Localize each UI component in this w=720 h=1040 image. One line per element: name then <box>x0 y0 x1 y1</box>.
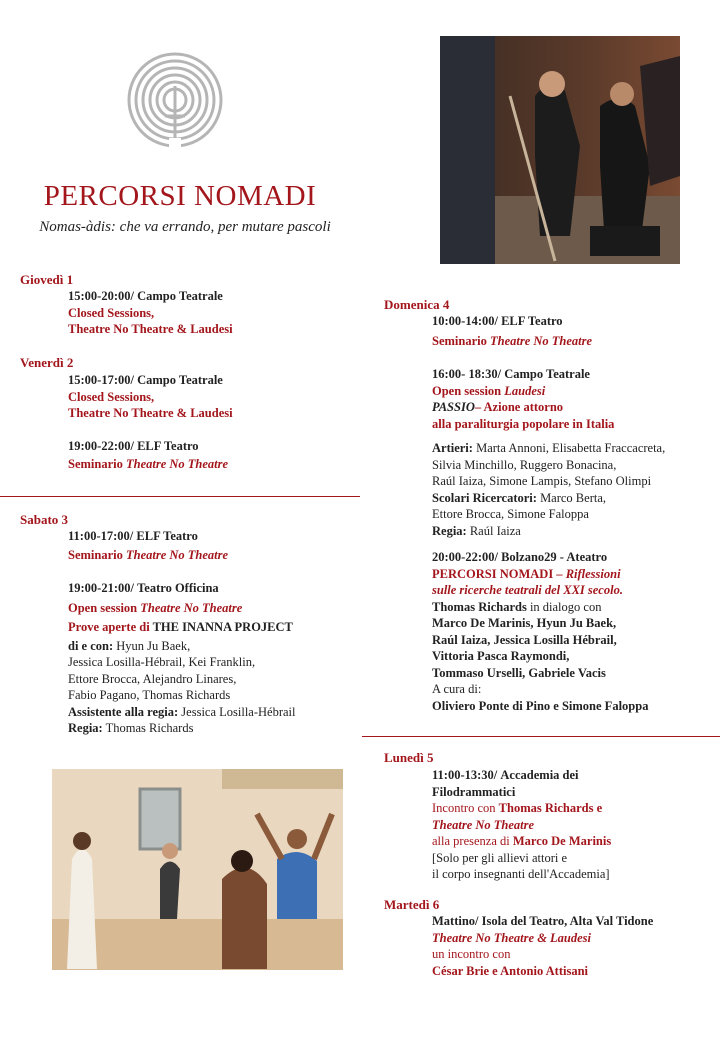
dialog-text: in dialogo con <box>526 599 602 614</box>
day-martedi: Martedì 6 <box>384 897 440 912</box>
cast-line: Fabio Pagano, Thomas Richards <box>68 688 231 702</box>
event-line: Prove aperte di <box>68 620 153 634</box>
speakers-line: César Brie e Antonio Attisani <box>432 963 589 978</box>
speakers-line: Raúl Iaiza, Jessica Losilla Hébrail, <box>432 632 617 647</box>
passio-line: alla paraliturgia popolare in Italia <box>432 416 615 431</box>
speakers-line: Vittoria Pasca Raymondi, <box>432 649 570 663</box>
speaker-name: Marco De Marinis <box>512 834 612 848</box>
event-line: alla presenza di <box>432 834 513 848</box>
event-giovedi <box>68 288 233 338</box>
event-line-italic: Theatre No Theatre & Laudesi <box>432 930 592 945</box>
event-line: Incontro con <box>432 801 499 815</box>
day-giovedi: Giovedì 1 <box>20 272 74 287</box>
event-place: Accademia dei <box>500 768 579 782</box>
event-time: 11:00-17:00/ <box>68 529 134 543</box>
event-domenica <box>432 313 665 714</box>
artieri-label: Artieri: <box>432 441 473 455</box>
labyrinth-logo <box>125 50 225 150</box>
event-lunedi <box>432 767 611 883</box>
event-place: Bolzano29 - Ateatro <box>501 550 608 564</box>
scolari-line: Ettore Brocca, Simone Faloppa <box>432 507 589 521</box>
event-line: Seminario <box>68 547 126 562</box>
event-line: Seminario <box>432 333 490 348</box>
page-title: PERCORSI NOMADI <box>43 180 317 212</box>
event-time: 15:00-20:00/ <box>68 289 134 303</box>
regia-name: Thomas Richards <box>102 721 194 735</box>
event-venerdi <box>68 372 233 473</box>
performance-photo-top <box>440 36 680 264</box>
speakers-line: Marco De Marinis, Hyun Ju Baek, <box>432 616 617 630</box>
day-domenica: Domenica 4 <box>384 297 450 312</box>
event-line-italic: Theatre No Theatre <box>140 600 243 615</box>
cast-label: di e con: <box>68 638 114 653</box>
event-line: Closed Sessions, <box>68 389 155 404</box>
event-time: 15:00-17:00/ <box>68 373 134 387</box>
event-time: 10:00-14:00/ <box>432 314 498 328</box>
divider <box>362 736 720 737</box>
project-name: THE INANNA PROJECT <box>152 620 293 634</box>
event-line: Open session <box>432 383 505 398</box>
event-sabato <box>68 528 296 737</box>
event-place: Campo Teatrale <box>137 289 223 303</box>
cura-names: Oliviero Ponte di Pino e Simone Faloppa <box>432 698 649 713</box>
event-line: un incontro con <box>432 947 511 961</box>
event-place: Campo Teatrale <box>137 373 223 387</box>
event-place: Isola del Teatro, Alta Val Tidone <box>478 914 654 928</box>
artieri-line: Raúl Iaiza, Simone Lampis, Stefano Olimpi <box>432 474 652 488</box>
event-place: Campo Teatrale <box>504 367 590 381</box>
rehearsal-photo-bottom <box>52 769 343 970</box>
event-place: ELF Teatro <box>501 314 563 328</box>
note-line: il corpo insegnanti dell'Accademia] <box>432 867 610 881</box>
assist-label: Assistente alla regia: <box>68 704 179 719</box>
scolari-label: Scolari Ricercatori: <box>432 490 537 505</box>
day-sabato: Sabato 3 <box>20 512 69 527</box>
event-place: ELF Teatro <box>136 529 198 543</box>
event-line-italic: Laudesi <box>504 383 546 398</box>
speaker-name: Thomas Richards e <box>498 801 603 815</box>
regia-label: Regia: <box>68 721 103 735</box>
event-line: Open session <box>68 600 141 615</box>
event-time: 16:00- 18:30/ <box>432 367 502 381</box>
divider <box>0 496 360 497</box>
event-line: Closed Sessions, <box>68 305 155 320</box>
event-time: 11:00-13:30/ <box>432 768 498 782</box>
event-line-italic: Theatre No Theatre <box>489 333 593 348</box>
event-line-italic: Theatre No Theatre <box>432 817 535 832</box>
passio-title: PASSIO <box>432 400 475 414</box>
assist-name: Jessica Losilla-Hébrail <box>178 704 296 719</box>
event-line-italic: – Riflessioni <box>553 566 621 581</box>
speakers-line: Tommaso Urselli, Gabriele Vacis <box>432 665 606 680</box>
artieri-line: Marta Annoni, Elisabetta Fraccacreta, <box>472 441 666 455</box>
note-line: [Solo per gli allievi attori e <box>432 850 568 865</box>
passio-line: – Azione attorno <box>474 400 564 414</box>
page-subtitle: Nomas-àdis: che va errando, per mutare pascoli <box>39 219 331 235</box>
cura-label: A cura di: <box>432 682 482 696</box>
event-line-italic: sulle ricerche teatrali del XXI secolo. <box>432 583 623 597</box>
event-place: Teatro Officina <box>137 581 219 595</box>
event-time: 19:00-21:00/ <box>68 581 134 595</box>
regia-name: Raúl Iaiza <box>466 523 521 538</box>
speaker-name: Thomas Richards <box>432 599 527 614</box>
cast-line: Ettore Brocca, Alejandro Linares, <box>68 671 237 686</box>
event-line: Seminario <box>68 457 126 471</box>
event-time: 19:00-22:00/ <box>68 438 134 453</box>
event-place: ELF Teatro <box>137 438 199 453</box>
event-line-italic: Theatre No Theatre <box>125 457 229 471</box>
event-time: 20:00-22:00/ <box>432 550 498 564</box>
artieri-line: Silvia Minchillo, Ruggero Bonacina, <box>432 457 617 472</box>
day-lunedi: Lunedì 5 <box>384 750 434 765</box>
cast-line: Jessica Losilla-Hébrail, Kei Franklin, <box>68 655 256 669</box>
event-title: PERCORSI NOMADI <box>432 566 554 581</box>
event-time: Mattino/ <box>432 914 479 928</box>
event-line: Theatre No Theatre & Laudesi <box>68 322 233 336</box>
event-martedi <box>432 913 653 979</box>
day-venerdi: Venerdì 2 <box>20 355 74 370</box>
regia-label: Regia: <box>432 523 467 538</box>
event-line-italic: Theatre No Theatre <box>125 547 229 562</box>
scolari-line: Marco Berta, <box>536 490 607 505</box>
event-line: Theatre No Theatre & Laudesi <box>68 406 233 420</box>
cast-line: Hyun Ju Baek, <box>113 638 191 653</box>
event-place: Filodrammatici <box>432 784 516 799</box>
